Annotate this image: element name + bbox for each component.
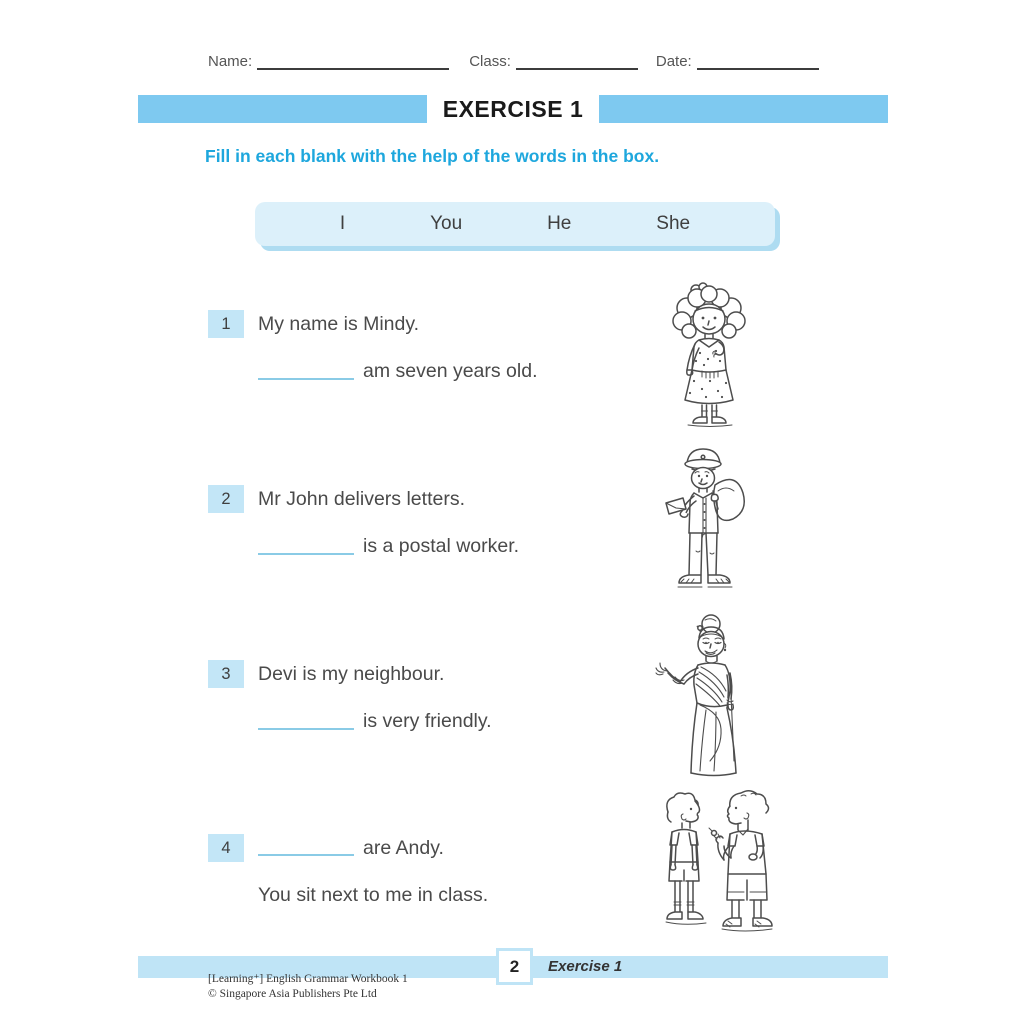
header-fields	[208, 54, 819, 70]
item-sentence: You sit next to me in class.	[258, 884, 489, 906]
banner-bar-right	[599, 95, 888, 123]
instruction-text: Fill in each blank with the help of the words in the box.	[205, 146, 660, 166]
item-4-row-1	[208, 834, 488, 862]
item-2-row-2	[258, 535, 519, 558]
word-box	[255, 202, 775, 246]
exercise-banner	[138, 95, 888, 123]
imprint-line-1: [Learning⁺] English Grammar Workbook 1	[208, 973, 408, 985]
item-sentence: Mr John delivers letters.	[258, 487, 465, 510]
answer-blank	[258, 714, 354, 730]
item-sentence: is a postal worker.	[363, 535, 520, 557]
item-number-badge: 4	[208, 834, 244, 862]
item-3-row-2	[258, 710, 492, 733]
item-number-badge: 1	[208, 310, 244, 338]
item-sentence: am seven years old.	[363, 360, 538, 382]
word-option: You	[430, 213, 463, 234]
date-blank-line	[697, 55, 819, 70]
page-number: 2	[509, 956, 520, 976]
date-label: Date:	[655, 53, 692, 70]
item-number-badge: 3	[208, 660, 244, 688]
answer-blank	[258, 364, 354, 380]
illustration-two-boys-talking	[644, 788, 778, 938]
banner-bar-left	[138, 95, 427, 123]
exercise-item-3	[208, 660, 492, 733]
class-label: Class:	[469, 53, 511, 70]
illustration-girl-mindy	[658, 281, 760, 427]
footer-exercise-label: Exercise 1	[548, 958, 623, 975]
illustration-woman-devi	[648, 610, 766, 782]
word-option: He	[547, 213, 572, 234]
exercise-item-4	[208, 834, 488, 907]
name-blank-line	[257, 55, 449, 70]
exercise-item-2	[208, 485, 519, 558]
class-blank-line	[516, 55, 638, 70]
item-sentence: are Andy.	[363, 836, 444, 859]
item-1-row-2	[258, 360, 538, 383]
page-number-box	[496, 948, 533, 985]
word-option: I	[339, 213, 346, 234]
item-sentence: My name is Mindy.	[258, 312, 420, 335]
exercise-item-1	[208, 310, 538, 383]
item-4-row-2	[258, 884, 488, 907]
item-2-row-1	[208, 485, 519, 513]
date-field	[656, 54, 819, 70]
name-field	[208, 54, 469, 70]
item-3-row-1	[208, 660, 492, 688]
answer-blank	[258, 840, 354, 856]
exercise-title: EXERCISE 1	[442, 96, 584, 122]
word-option: She	[656, 213, 691, 234]
item-number-badge: 2	[208, 485, 244, 513]
name-label: Name:	[208, 53, 253, 70]
imprint-line-2: © Singapore Asia Publishers Pte Ltd	[208, 987, 377, 1000]
illustration-postman-mr-john	[656, 441, 756, 597]
imprint	[208, 972, 408, 1002]
item-sentence: Devi is my neighbour.	[258, 662, 445, 685]
item-sentence: is very friendly.	[363, 710, 492, 732]
answer-blank	[258, 539, 354, 555]
class-field	[469, 54, 656, 70]
item-1-row-1	[208, 310, 538, 338]
